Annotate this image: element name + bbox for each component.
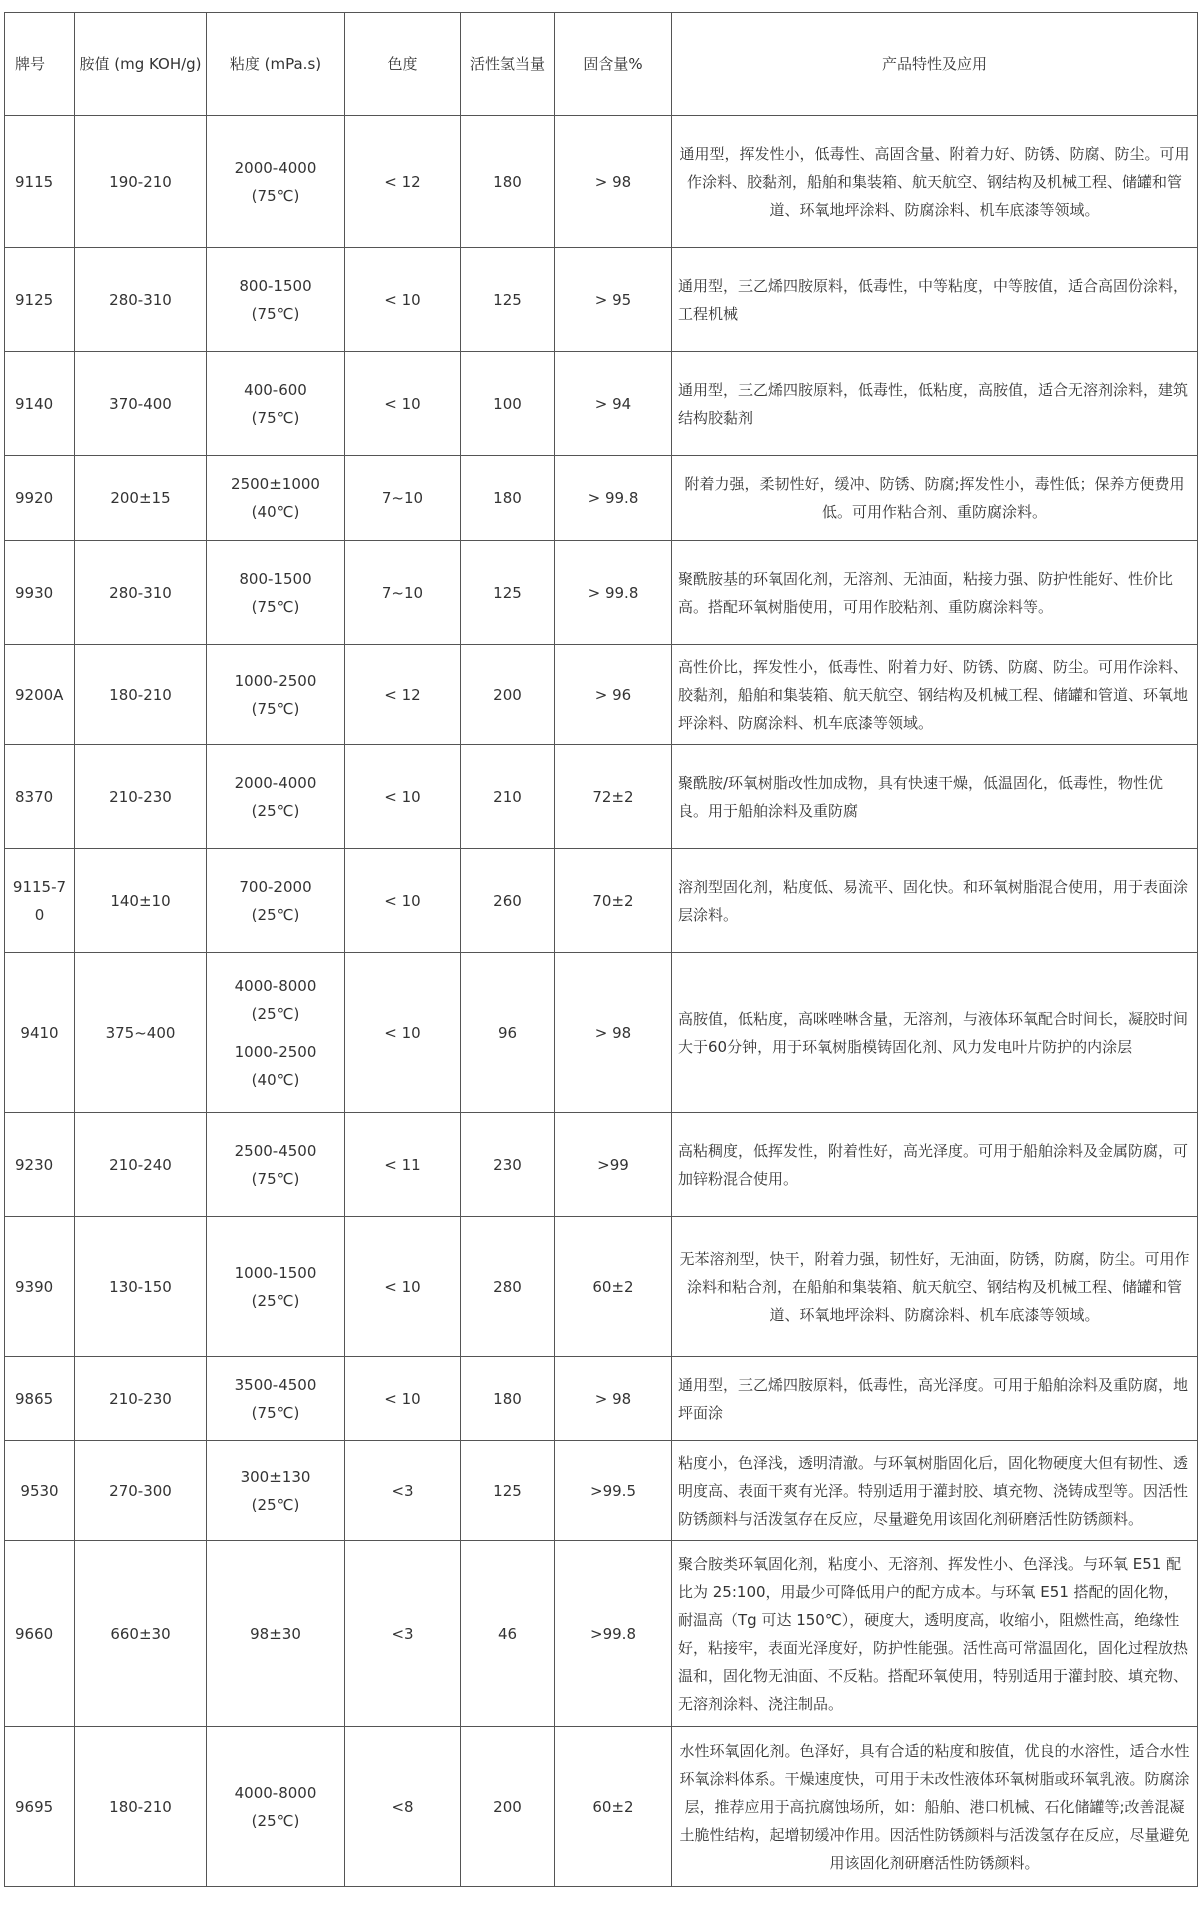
- cell-color: < 10: [345, 1217, 461, 1357]
- viscosity-value: 800-1500: [239, 569, 312, 588]
- cell-viscosity: [207, 645, 345, 745]
- viscosity-value: 700-2000: [239, 877, 312, 896]
- header-description: 产品特性及应用: [672, 13, 1198, 116]
- cell-ahew: 230: [461, 1113, 555, 1217]
- viscosity-temperature: (75℃): [251, 1403, 300, 1422]
- cell-color: < 10: [345, 953, 461, 1113]
- cell-grade: 9125: [5, 248, 75, 352]
- cell-color: <8: [345, 1727, 461, 1887]
- cell-amine-value: 180-210: [75, 645, 207, 745]
- cell-solids: > 98: [555, 1357, 672, 1441]
- viscosity-value-2: 1000-2500: [234, 1042, 317, 1061]
- viscosity-value: 2000-4000: [234, 773, 317, 792]
- cell-color: < 10: [345, 352, 461, 456]
- viscosity-value: 2500-4500: [234, 1141, 317, 1160]
- viscosity-value: 2500±1000: [231, 475, 320, 493]
- cell-viscosity: [207, 456, 345, 541]
- cell-amine-value: 210-230: [75, 1357, 207, 1441]
- header-amine-value: 胺值 (mg KOH/g): [75, 13, 207, 116]
- table-row: [5, 953, 1198, 1113]
- cell-description: 通用型，三乙烯四胺原料，低毒性，中等粘度，中等胺值，适合高固份涂料，工程机械: [672, 248, 1198, 352]
- cell-viscosity: [207, 541, 345, 645]
- cell-amine-value: 130-150: [75, 1217, 207, 1357]
- viscosity-temperature-2: (40℃): [251, 1070, 300, 1089]
- cell-amine-value: 270-300: [75, 1441, 207, 1541]
- cell-solids: >99: [555, 1113, 672, 1217]
- viscosity-value: 1000-2500: [234, 671, 317, 690]
- cell-color: < 10: [345, 248, 461, 352]
- cell-ahew: 260: [461, 849, 555, 953]
- cell-ahew: 96: [461, 953, 555, 1113]
- cell-grade: 9660: [5, 1541, 75, 1727]
- table-row: [5, 849, 1198, 953]
- header-row: [5, 13, 1198, 116]
- cell-description: 通用型，挥发性小，低毒性、高固含量、附着力好、防锈、防腐、防尘。可用作涂料、胶黏剂，船舶和集装箱、航天航空、钢结构及机械工程、储罐和管道、环氧地坪涂料、防腐涂料、机车底漆等领域。: [672, 116, 1198, 248]
- header-viscosity: 粘度 (mPa.s): [207, 13, 345, 116]
- cell-grade: 9920: [5, 456, 75, 541]
- header-grade: 牌号: [5, 13, 75, 116]
- cell-viscosity: [207, 352, 345, 456]
- cell-grade: 9140: [5, 352, 75, 456]
- viscosity-temperature: (75℃): [251, 699, 300, 718]
- cell-ahew: 210: [461, 745, 555, 849]
- viscosity-value: 4000-8000: [234, 976, 317, 995]
- cell-solids: 72±2: [555, 745, 672, 849]
- viscosity-temperature: (75℃): [251, 1169, 300, 1188]
- viscosity-temperature: (75℃): [251, 597, 300, 616]
- cell-grade: 9230: [5, 1113, 75, 1217]
- cell-grade: 9115-70: [5, 849, 75, 953]
- viscosity-value: 300±130: [240, 1467, 311, 1486]
- cell-solids: >99.8: [555, 1541, 672, 1727]
- cell-ahew: 180: [461, 456, 555, 541]
- cell-color: < 10: [345, 849, 461, 953]
- table-row: [5, 1113, 1198, 1217]
- viscosity-temperature: (75℃): [251, 186, 300, 205]
- viscosity-value: 4000-8000: [234, 1783, 317, 1802]
- viscosity-temperature: (75℃): [251, 408, 300, 427]
- cell-color: 7~10: [345, 456, 461, 541]
- cell-grade: 9200A: [5, 645, 75, 745]
- cell-solids: 70±2: [555, 849, 672, 953]
- cell-grade: 9695: [5, 1727, 75, 1887]
- cell-solids: 60±2: [555, 1217, 672, 1357]
- cell-amine-value: 280-310: [75, 541, 207, 645]
- cell-amine-value: 180-210: [75, 1727, 207, 1887]
- viscosity-value: 1000-1500: [234, 1263, 317, 1282]
- cell-grade: 9410: [5, 953, 75, 1113]
- table-row: [5, 1727, 1198, 1887]
- cell-solids: > 98: [555, 953, 672, 1113]
- cell-description: 无苯溶剂型，快干，附着力强，韧性好，无油面，防锈，防腐，防尘。可用作涂料和粘合剂，在船舶和集装箱、航天航空、钢结构及机械工程、储罐和管道、环氧地坪涂料、防腐涂料、机车底漆等领域。: [672, 1217, 1198, 1357]
- cell-ahew: 46: [461, 1541, 555, 1727]
- cell-viscosity: [207, 849, 345, 953]
- cell-color: 7~10: [345, 541, 461, 645]
- cell-grade: 9530: [5, 1441, 75, 1541]
- cell-description: 聚合胺类环氧固化剂，粘度小、无溶剂、挥发性小、色泽浅。与环氧 E51 配比为 25:100，用最少可降低用户的配方成本。与环氧 E51 搭配的固化物，耐温高（Tg 可达 150℃），硬度大，透明度高，收缩小，阻燃性高，绝缘性好，粘接牢，表面光泽度好，防护性能强。活性高可常温固化，固化过程放热温和，固化物无油面、不反粘。搭配环氧使用，特别适用于灌封胶、填充物、无溶剂涂料、浇注制品。: [672, 1541, 1198, 1727]
- cell-viscosity: [207, 1113, 345, 1217]
- cell-viscosity: [207, 953, 345, 1113]
- cell-ahew: 280: [461, 1217, 555, 1357]
- header-ahew: 活性氢当量: [461, 13, 555, 116]
- cell-description: 粘度小，色泽浅，透明清澈。与环氧树脂固化后，固化物硬度大但有韧性、透明度高、表面干爽有光泽。特别适用于灌封胶、填充物、浇铸成型等。因活性防锈颜料与活泼氢存在反应，尽量避免用该固化剂研磨活性防锈颜料。: [672, 1441, 1198, 1541]
- cell-viscosity: [207, 1441, 345, 1541]
- cell-amine-value: 200±15: [75, 456, 207, 541]
- cell-solids: > 94: [555, 352, 672, 456]
- viscosity-temperature: (25℃): [251, 905, 300, 924]
- cell-amine-value: 210-230: [75, 745, 207, 849]
- cell-viscosity: [207, 248, 345, 352]
- cell-description: 通用型，三乙烯四胺原料，低毒性，低粘度，高胺值，适合无溶剂涂料，建筑结构胶黏剂: [672, 352, 1198, 456]
- cell-amine-value: 280-310: [75, 248, 207, 352]
- cell-solids: > 96: [555, 645, 672, 745]
- cell-description: 附着力强，柔韧性好，缓冲、防锈、防腐;挥发性小，毒性低；保养方便费用低。可用作粘合剂、重防腐涂料。: [672, 456, 1198, 541]
- cell-description: 高粘稠度，低挥发性，附着性好，高光泽度。可用于船舶涂料及金属防腐，可加锌粉混合使用。: [672, 1113, 1198, 1217]
- cell-color: < 10: [345, 745, 461, 849]
- viscosity-value: 98±30: [250, 1624, 301, 1643]
- cell-description: 水性环氧固化剂。色泽好，具有合适的粘度和胺值，优良的水溶性，适合水性环氧涂料体系。干燥速度快，可用于未改性液体环氧树脂或环氧乳液。防腐涂层，推荐应用于高抗腐蚀场所，如：船舶、港口机械、石化储罐等;改善混凝土脆性结构，起增韧缓冲作用。因活性防锈颜料与活泼氢存在反应，尽量避免用该固化剂研磨活性防锈颜料。: [672, 1727, 1198, 1887]
- viscosity-value: 2000-4000: [234, 158, 317, 177]
- viscosity-value: 400-600: [244, 380, 307, 399]
- cell-color: < 12: [345, 645, 461, 745]
- cell-solids: > 99.8: [555, 456, 672, 541]
- cell-solids: 60±2: [555, 1727, 672, 1887]
- cell-description: 聚酰胺/环氧树脂改性加成物，具有快速干燥，低温固化，低毒性，物性优良。用于船舶涂料及重防腐: [672, 745, 1198, 849]
- cell-ahew: 200: [461, 1727, 555, 1887]
- cell-amine-value: 375~400: [75, 953, 207, 1113]
- table-row: [5, 645, 1198, 745]
- cell-color: < 12: [345, 116, 461, 248]
- product-spec-table: [4, 12, 1198, 1887]
- cell-ahew: 200: [461, 645, 555, 745]
- viscosity-temperature: (25℃): [251, 1495, 300, 1514]
- cell-amine-value: 370-400: [75, 352, 207, 456]
- cell-amine-value: 140±10: [75, 849, 207, 953]
- cell-ahew: 125: [461, 1441, 555, 1541]
- cell-grade: 8370: [5, 745, 75, 849]
- cell-color: <3: [345, 1441, 461, 1541]
- cell-viscosity: [207, 1217, 345, 1357]
- cell-viscosity: [207, 1727, 345, 1887]
- cell-description: 通用型，三乙烯四胺原料，低毒性，高光泽度。可用于船舶涂料及重防腐，地坪面涂: [672, 1357, 1198, 1441]
- table-row: [5, 352, 1198, 456]
- cell-ahew: 100: [461, 352, 555, 456]
- viscosity-temperature: (75℃): [251, 304, 300, 323]
- cell-solids: > 99.8: [555, 541, 672, 645]
- cell-description: 聚酰胺基的环氧固化剂，无溶剂、无油面，粘接力强、防护性能好、性价比高。搭配环氧树脂使用，可用作胶粘剂、重防腐涂料等。: [672, 541, 1198, 645]
- viscosity-temperature: (25℃): [251, 1291, 300, 1310]
- viscosity-temperature: (25℃): [251, 801, 300, 820]
- table-row: [5, 248, 1198, 352]
- cell-color: < 11: [345, 1113, 461, 1217]
- cell-viscosity: [207, 1357, 345, 1441]
- table-row: [5, 745, 1198, 849]
- cell-ahew: 125: [461, 541, 555, 645]
- table-row: [5, 1441, 1198, 1541]
- header-solids: 固含量%: [555, 13, 672, 116]
- cell-viscosity: [207, 1541, 345, 1727]
- table-row: [5, 1217, 1198, 1357]
- cell-viscosity: [207, 745, 345, 849]
- viscosity-value: 3500-4500: [234, 1375, 317, 1394]
- table-row: [5, 1541, 1198, 1727]
- cell-ahew: 180: [461, 116, 555, 248]
- cell-ahew: 125: [461, 248, 555, 352]
- viscosity-temperature: (25℃): [251, 1004, 300, 1023]
- viscosity-temperature: (40℃): [251, 503, 300, 521]
- viscosity-spacer: [211, 1028, 340, 1038]
- cell-description: 高性价比，挥发性小，低毒性、附着力好、防锈、防腐、防尘。可用作涂料、胶黏剂，船舶和集装箱、航天航空、钢结构及机械工程、储罐和管道、环氧地坪涂料、防腐涂料、机车底漆等领域。: [672, 645, 1198, 745]
- cell-description: 高胺值，低粘度，高咪唑啉含量，无溶剂，与液体环氧配合时间长，凝胶时间大于60分钟，用于环氧树脂模铸固化剂、风力发电叶片防护的内涂层: [672, 953, 1198, 1113]
- cell-grade: 9390: [5, 1217, 75, 1357]
- cell-grade: 9930: [5, 541, 75, 645]
- header-color: 色度: [345, 13, 461, 116]
- cell-solids: > 95: [555, 248, 672, 352]
- cell-viscosity: [207, 116, 345, 248]
- cell-ahew: 180: [461, 1357, 555, 1441]
- table-row: [5, 541, 1198, 645]
- cell-amine-value: 190-210: [75, 116, 207, 248]
- viscosity-temperature: (25℃): [251, 1811, 300, 1830]
- cell-grade: 9115: [5, 116, 75, 248]
- cell-solids: >99.5: [555, 1441, 672, 1541]
- viscosity-value: 800-1500: [239, 276, 312, 295]
- table-row: [5, 1357, 1198, 1441]
- cell-grade: 9865: [5, 1357, 75, 1441]
- cell-solids: > 98: [555, 116, 672, 248]
- table-row: [5, 456, 1198, 541]
- spec-table-wrapper: [4, 12, 1198, 1887]
- cell-color: < 10: [345, 1357, 461, 1441]
- table-row: [5, 116, 1198, 248]
- cell-amine-value: 660±30: [75, 1541, 207, 1727]
- cell-amine-value: 210-240: [75, 1113, 207, 1217]
- cell-color: <3: [345, 1541, 461, 1727]
- cell-description: 溶剂型固化剂，粘度低、易流平、固化快。和环氧树脂混合使用，用于表面涂层涂料。: [672, 849, 1198, 953]
